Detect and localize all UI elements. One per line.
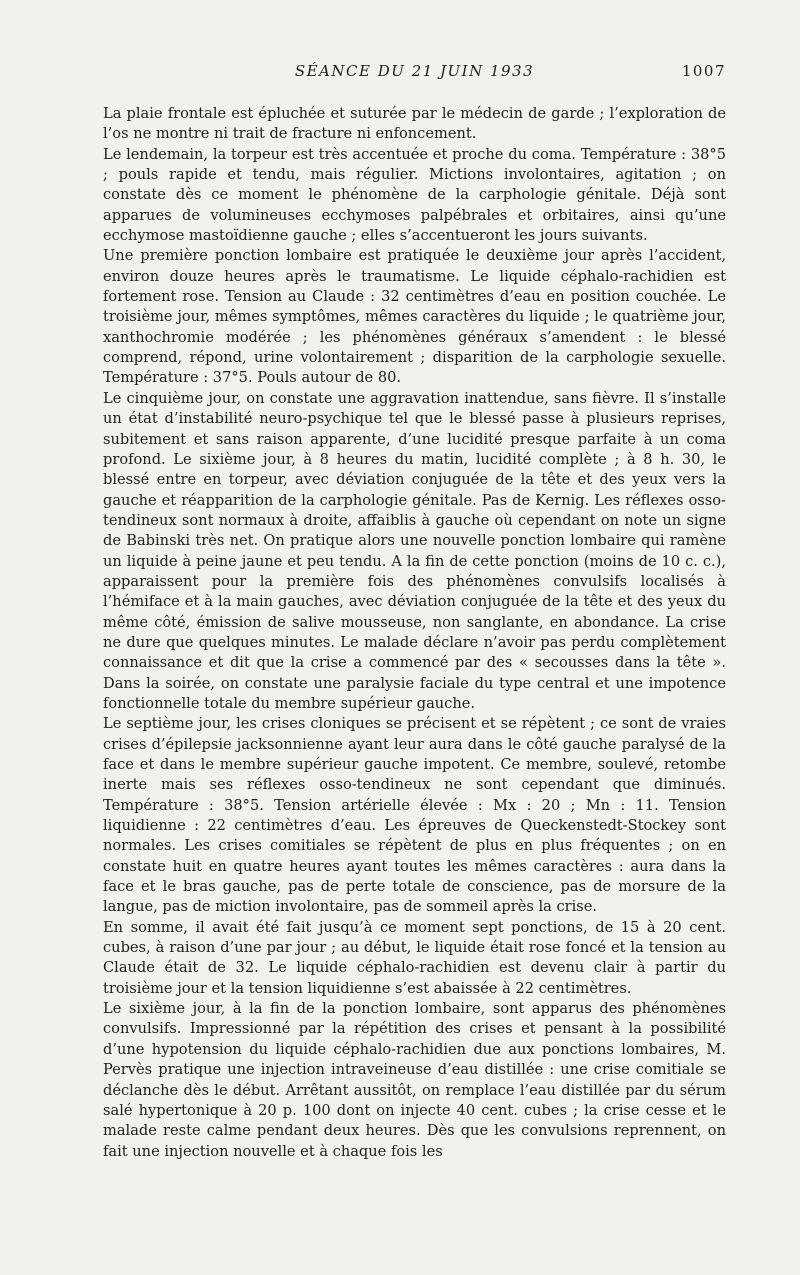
paragraph: Le lendemain, la torpeur est très accentuée et proche du coma. Température : 38°5 ; pouls rapide et tendu, mais régulier. Mictions involontaires, agitation ; on constate dès ce moment le phénomène de la carphologie génitale. Déjà sont apparues de volumineuses ecchymoses palpébrales et orbitaires, ainsi qu’une ecchymose mastoïdienne gauche ; elles s’accentueront les jours suivants. xyxy=(103,145,726,245)
paragraph: Le septième jour, les crises cloniques se précisent et se répètent ; ce sont de vraies crises d’épilepsie jacksonnienne ayant leur aura dans le côté gauche paralysé de la face et dans le membre supérieur gauche impotent. Ce membre, soulevé, retombe inerte mais ses réflexes osso-tendineux ne sont cependant que diminués. Température : 38°5. Tension artérielle élevée : Mx : 20 ; Mn : 11. Tension liquidienne : 22 centimètres d’eau. Les épreuves de Queckenstedt-Stockey sont normales. Les crises comitiales se répètent de plus en plus fréquentes ; on en constate huit en quatre heures ayant toutes les mêmes caractères : aura dans la face et le bras gauche, pas de perte totale de conscience, pas de morsure de la langue, pas de miction involontaire, pas de sommeil après la crise. xyxy=(103,715,726,916)
paragraph: La plaie frontale est épluchée et suturée par le médecin de garde ; l’exploration de l’os ne montre ni trait de fracture ni enfoncement. xyxy=(103,105,726,143)
running-title: SÉANCE DU 21 JUIN 1933 xyxy=(294,62,535,80)
page-header xyxy=(103,62,726,86)
document-page xyxy=(103,62,726,1162)
paragraph: Le sixième jour, à la fin de la ponction lombaire, sont apparus des phénomènes convulsifs. Impressionné par la répétition des crises et pensant à la possibilité d’une hypotension du liquide céphalo-rachidien due aux ponctions lombaires, M. Pervès pratique une injection intraveineuse d’eau distillée : une crise comitiale se déclanche dès le début. Arrêtant aussitôt, on remplace l’eau distillée par du sérum salé hypertonique à 20 p. 100 dont on injecte 40 cent. cubes ; la crise cesse et le malade reste calme pendant deux heures. Dès que les convulsions reprennent, on fait une injection nouvelle et à chaque fois les xyxy=(103,1000,726,1160)
paragraph: Une première ponction lombaire est pratiquée le deuxième jour après l’accident, environ douze heures après le traumatisme. Le liquide céphalo-rachidien est fortement rose. Tension au Claude : 32 centimètres d’eau en position couchée. Le troisième jour, mêmes symptômes, mêmes caractères du liquide ; le quatrième jour, xanthochromie modérée ; les phénomènes généraux s’amendent : le blessé comprend, répond, urine volontairement ; disparition de la carphologie sexuelle. Température : 37°5. Pouls autour de 80. xyxy=(103,247,726,387)
paragraph: En somme, il avait été fait jusqu’à ce moment sept ponctions, de 15 à 20 cent. cubes, à raison d’une par jour ; au début, le liquide était rose foncé et la tension au Claude était de 32. Le liquide céphalo-rachidien est devenu clair à partir du troisième jour et la tension liquidienne s’est abaissée à 22 centimètres. xyxy=(103,918,726,997)
body-text xyxy=(103,104,726,1162)
page-number: 1007 xyxy=(681,62,726,80)
paragraph: Le cinquième jour, on constate une aggravation inattendue, sans fièvre. Il s’installe un état d’instabilité neuro-psychique tel que le blessé passe à plusieurs reprises, subitement et sans raison apparente, d’une lucidité presque parfaite à un coma profond. Le sixième jour, à 8 heures du matin, lucidité complète ; à 8 h. 30, le blessé entre en torpeur, avec déviation conjuguée de la tête et des yeux vers la gauche et réapparition de la carphologie génitale. Pas de Kernig. Les réflexes osso-tendineux sont normaux à droite, affaiblis à gauche où cependant on note un signe de Babinski très net. On pratique alors une nouvelle ponction lombaire qui ramène un liquide à peine jaune et peu tendu. A la fin de cette ponction (moins de 10 c. c.), apparaissent pour la première fois des phénomènes convulsifs localisés à l’hémiface et à la main gauches, avec déviation conjuguée de la tête et des yeux du même côté, émission de salive mousseuse, non sanglante, en abondance. La crise ne dure que quelques minutes. Le malade déclare n’avoir pas perdu complètement connaissance et dit que la crise a commencé par des « secousses dans la tête ». Dans la soirée, on constate une paralysie faciale du type central et une impotence fonctionnelle totale du membre supérieur gauche. xyxy=(103,389,726,712)
